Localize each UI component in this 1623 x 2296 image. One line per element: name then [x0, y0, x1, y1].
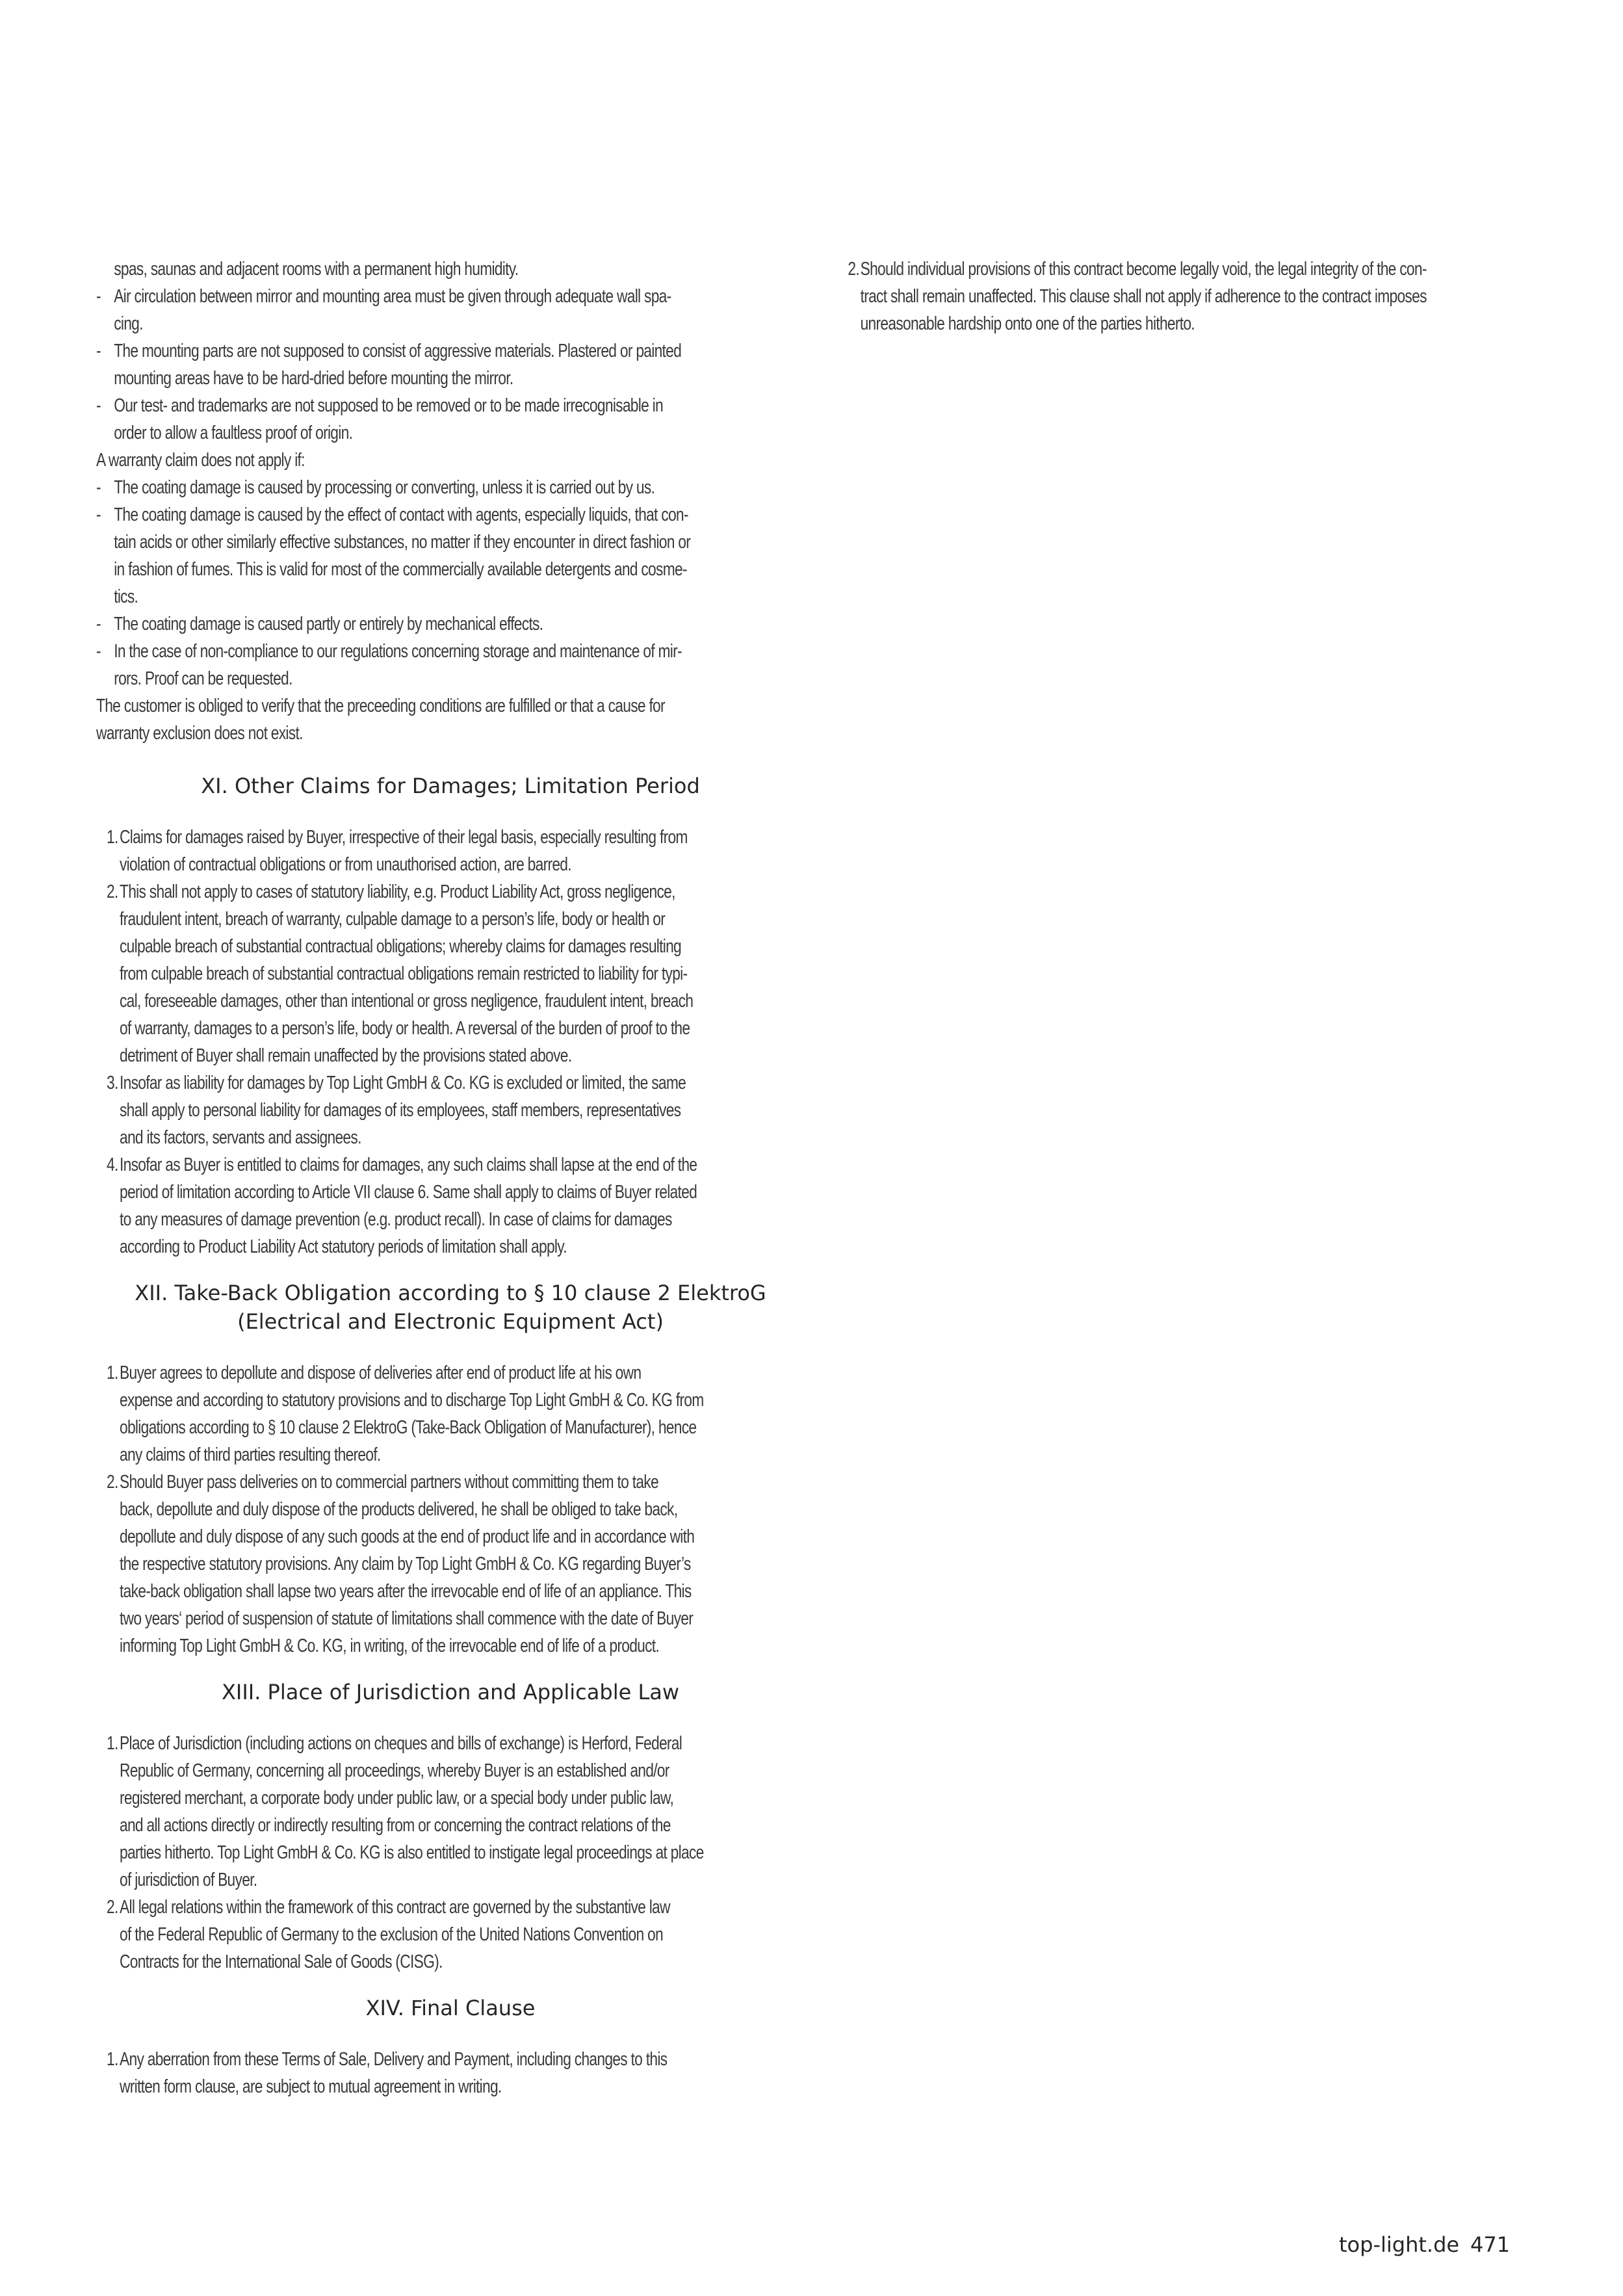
item-number: 2. — [107, 1897, 118, 1918]
text-line: order to allow a faultless proof of origin. — [114, 423, 353, 443]
text-line: This shall not apply to cases of statutory liability, e.g. Product Liability Act, gross negligence, — [120, 881, 675, 902]
text-line: culpable breach of substantial contractual obligations; whereby claims for damages resulting — [120, 936, 682, 957]
text-line: depollute and duly dispose of any such goods at the end of product life and in accordance with — [120, 1526, 695, 1547]
warranty-exclusions-list — [96, 474, 809, 692]
text-line: back, depollute and duly dispose of the products delivered, he shall be obliged to take back, — [120, 1499, 678, 1520]
customer-note: The customer is obliged to verify that the preceeding conditions are fulfilled or that a cause for warranty exclusion does not exist. — [96, 696, 665, 744]
text-line: Insofar as Buyer is entitled to claims for damages, any such claims shall lapse at the end of the — [120, 1155, 697, 1175]
dash-bullet: - — [96, 341, 101, 361]
text-line: expense and according to statutory provisions and to discharge Top Light GmbH & Co. KG from — [120, 1390, 704, 1411]
section-heading — [96, 1678, 805, 1706]
section-body — [96, 824, 809, 1260]
text-line: tain acids or other similarly effective substances, no matter if they encounter in direct fashion or — [114, 532, 691, 553]
text-line: Contracts for the International Sale of Goods (CISG). — [120, 1951, 443, 1972]
section-body — [96, 2046, 809, 2100]
numbered-item — [96, 1069, 809, 1151]
text-line: Air circulation between mirror and mounting area must be given through adequate wall spa- — [114, 286, 671, 307]
text-line: unreasonable hardship onto one of the parties hitherto. — [860, 313, 1195, 334]
text-line: In the case of non-compliance to our regulations concerning storage and maintenance of mir- — [114, 641, 682, 662]
dash-list-item — [96, 474, 809, 501]
numbered-item — [96, 1359, 809, 1468]
text-line: XI. Other Claims for Damages; Limitation Period — [201, 774, 700, 798]
text-line: two years‘ period of suspension of statute of limitations shall commence with the date of Buyer — [120, 1608, 694, 1629]
text-line: Place of Jurisdiction (including actions on cheques and bills of exchange) is Herford, Federal — [120, 1733, 682, 1754]
item-number: 1. — [107, 1733, 118, 1754]
numbered-item — [96, 1730, 809, 1894]
dash-bullet: - — [96, 641, 101, 662]
text-line: The coating damage is caused partly or entirely by mechanical effects. — [114, 614, 543, 634]
text-line: cal, foreseeable damages, other than intentional or gross negligence, fraudulent intent, breach — [120, 991, 694, 1011]
text-line: shall apply to personal liability for damages of its employees, staff members, representatives — [120, 1100, 681, 1121]
requirements-list — [96, 283, 809, 447]
numbered-item — [844, 255, 1530, 337]
text-line: The coating damage is caused by the effect of contact with agents, especially liquids, that con- — [114, 504, 688, 525]
text-line: violation of contractual obligations or from unauthorised action, are barred. — [120, 854, 571, 875]
item-number: 2. — [107, 1472, 118, 1493]
numbered-item — [96, 1468, 809, 1660]
dash-list-item — [96, 392, 809, 447]
numbered-item — [96, 2046, 809, 2100]
text-line: Our test- and trademarks are not supposed to be removed or to be made irrecognisable in — [114, 395, 663, 416]
text-line: according to Product Liability Act statutory periods of limitation shall apply. — [120, 1236, 567, 1257]
text-line: Any aberration from these Terms of Sale, Delivery and Payment, including changes to this — [120, 2049, 668, 2070]
text-line: the respective statutory provisions. Any claim by Top Light GmbH & Co. KG regarding Buyer’s — [120, 1554, 691, 1574]
text-line: of warranty, damages to a person’s life, body or health. A reversal of the burden of proof to the — [120, 1018, 690, 1039]
dash-bullet: - — [96, 504, 101, 525]
text-line: Should Buyer pass deliveries on to commercial partners without committing them to take — [120, 1472, 658, 1493]
dash-list-item — [96, 283, 809, 337]
numbered-item — [96, 824, 809, 878]
dash-bullet: - — [96, 477, 101, 498]
page-number: 471 — [1470, 2232, 1511, 2257]
dash-bullet: - — [96, 395, 101, 416]
text-line: and all actions directly or indirectly resulting from or concerning the contract relations of the — [120, 1815, 671, 1836]
text-line: detriment of Buyer shall remain unaffected by the provisions stated above. — [120, 1045, 572, 1066]
text-line: Should individual provisions of this contract become legally void, the legal integrity of the con- — [860, 259, 1427, 280]
text-line: (Electrical and Electronic Equipment Act) — [237, 1309, 664, 1334]
text-line: fraudulent intent, breach of warranty, culpable damage to a person’s life, body or health or — [120, 909, 666, 930]
item-number: 2. — [848, 259, 859, 280]
text-line: from culpable breach of substantial contractual obligations remain restricted to liability for typi- — [120, 963, 688, 984]
section-heading — [96, 1279, 805, 1336]
numbered-item — [96, 1894, 809, 1976]
text-line: Claims for damages raised by Buyer, irrespective of their legal basis, especially resulting from — [120, 827, 688, 848]
text-line: The coating damage is caused by processing or converting, unless it is carried out by us. — [114, 477, 655, 498]
dash-bullet: - — [96, 614, 101, 634]
text-line: tract shall remain unaffected. This clause shall not apply if adherence to the contract imposes — [860, 286, 1427, 307]
text-line: any claims of third parties resulting thereof. — [120, 1444, 381, 1465]
text-line: mounting areas have to be hard-dried before mounting the mirror. — [114, 368, 513, 389]
warranty-intro: A warranty claim does not apply if: — [96, 450, 305, 471]
dash-list-item — [96, 610, 809, 638]
item-number: 1. — [107, 827, 118, 848]
text-line: XIII. Place of Jurisdiction and Applicable Law — [221, 1680, 680, 1704]
numbered-item — [96, 1151, 809, 1260]
dash-list-item — [96, 638, 809, 692]
text-line: All legal relations within the framework of this contract are governed by the substantive law — [120, 1897, 670, 1918]
text-line: to any measures of damage prevention (e.g. product recall). In case of claims for damages — [120, 1209, 672, 1230]
text-line: cing. — [114, 313, 143, 334]
text-line: informing Top Light GmbH & Co. KG, in writing, of the irrevocable end of life of a product. — [120, 1636, 660, 1656]
section-body — [96, 1730, 809, 1976]
text-line: XIV. Final Clause — [365, 1996, 536, 2020]
dash-list-item — [96, 501, 809, 610]
section-heading — [96, 1994, 805, 2022]
numbered-item — [96, 878, 809, 1069]
text-line: registered merchant, a corporate body under public law, or a special body under public law, — [120, 1788, 674, 1808]
intro-continuation: spas, saunas and adjacent rooms with a permanent high humidity. — [114, 259, 519, 280]
text-line: in fashion of fumes. This is valid for most of the commercially available detergents and cosme- — [114, 559, 687, 580]
text-line: Buyer agrees to depollute and dispose of deliveries after end of product life at his own — [120, 1363, 642, 1383]
sections — [96, 772, 805, 2100]
item-number: 1. — [107, 1363, 118, 1383]
text-line: of jurisdiction of Buyer. — [120, 1870, 257, 1890]
section-body — [96, 1359, 809, 1660]
text-line: The mounting parts are not supposed to consist of aggressive materials. Plastered or painted — [114, 341, 682, 361]
dash-bullet: - — [96, 286, 101, 307]
item-number: 4. — [107, 1155, 118, 1175]
text-line: period of limitation according to Article VII clause 6. Same shall apply to claims of Buyer related — [120, 1182, 697, 1203]
text-line: Insofar as liability for damages by Top Light GmbH & Co. KG is excluded or limited, the same — [120, 1073, 686, 1093]
text-line: tics. — [114, 586, 138, 607]
right-column — [844, 255, 1533, 337]
text-line: XII. Take-Back Obligation according to § 10 clause 2 ElektroG — [135, 1281, 766, 1305]
text-line: rors. Proof can be requested. — [114, 668, 292, 689]
item-number: 2. — [107, 881, 118, 902]
text-line: obligations according to § 10 clause 2 ElektroG (Take-Back Obligation of Manufacturer), hence — [120, 1417, 697, 1438]
text-line: Republic of Germany, concerning all proceedings, whereby Buyer is an established and/or — [120, 1760, 669, 1781]
text-line: written form clause, are subject to mutual agreement in writing. — [120, 2076, 502, 2097]
section-heading — [96, 772, 805, 800]
right-items — [844, 255, 1530, 337]
text-line: parties hitherto. Top Light GmbH & Co. KG is also entitled to instigate legal proceedings at place — [120, 1842, 704, 1863]
footer-website: top-light.de — [1339, 2232, 1460, 2257]
left-column — [96, 255, 805, 2100]
item-number: 1. — [107, 2049, 118, 2070]
item-number: 3. — [107, 1073, 118, 1093]
text-line: and its factors, servants and assignees. — [120, 1127, 361, 1148]
preamble — [96, 255, 809, 747]
text-line: take-back obligation shall lapse two years after the irrevocable end of life of an appliance. This — [120, 1581, 692, 1602]
dash-list-item — [96, 337, 809, 392]
text-line: of the Federal Republic of Germany to the exclusion of the United Nations Convention on — [120, 1924, 663, 1945]
